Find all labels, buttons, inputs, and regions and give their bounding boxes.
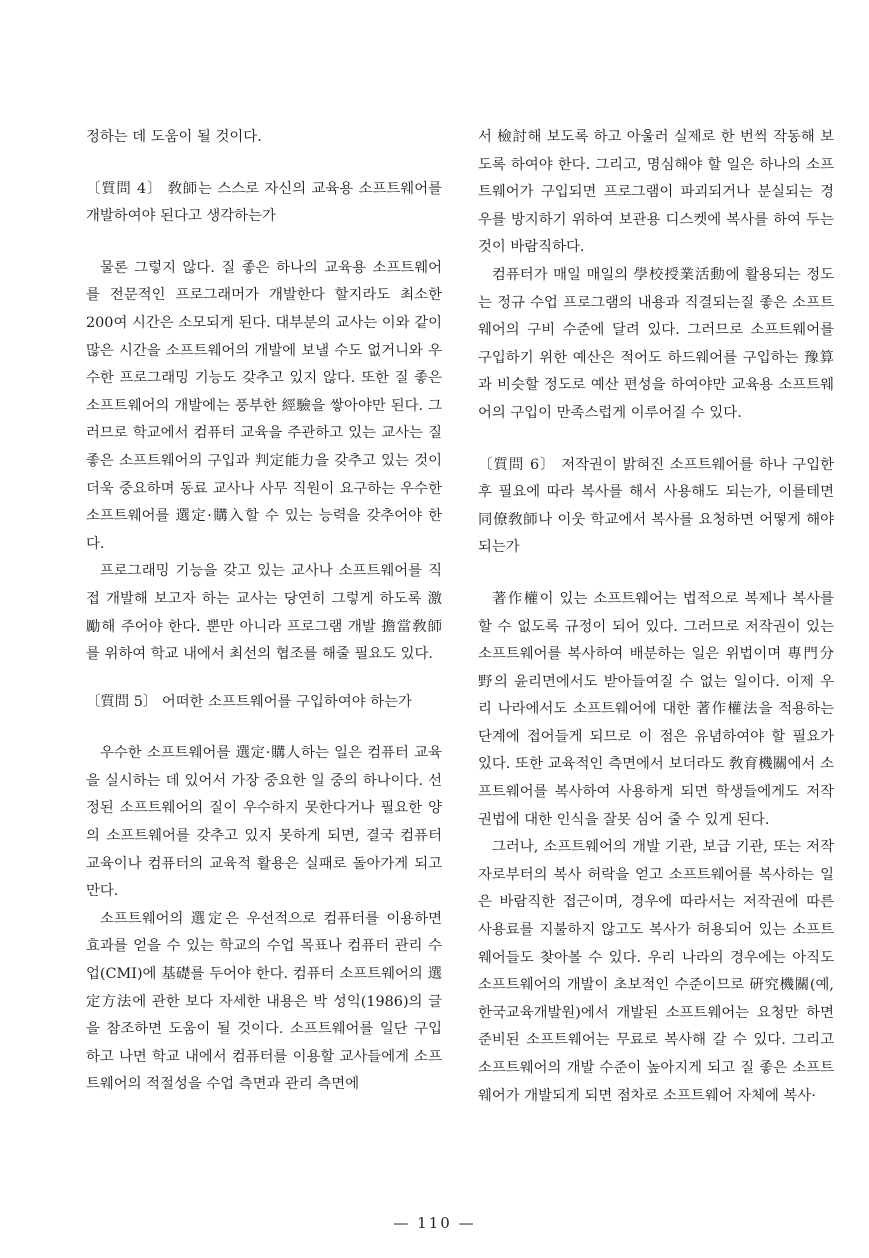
question-4-heading: 〔質問 4〕 敎師는 스스로 자신의 교육용 소프트웨어를 개발하여야 된다고 생각하는가 xyxy=(86,180,442,225)
right-column xyxy=(478,124,834,1110)
page-number: — 110 — xyxy=(393,1214,476,1232)
paragraph: 물론 그렇지 않다. 질 좋은 하나의 교육용 소프트웨어를 전문적인 프로그래머가 개발한다 할지라도 최소한 200여 시간은 소모되게 된다. 대부분의 교사는 이와 같이 많은 시간을 소프트웨어의 개발에 보낼 수도 없거니와 우수한 프로그래밍 기능도 갖추고 있지 않다. 또한 질 좋은 소프트웨어의 개발에는 풍부한 經驗을 쌓아야만 된다. 그러므로 학교에서 컴퓨터 교육을 주관하고 있는 교사는 질 좋은 소프트웨어의 구입과 判定能力을 갖추고 있는 것이 더욱 중요하며 동료 교사나 사무 직원이 요구하는 우수한 소프트웨어를 選定·購入할 수 있는 능력을 갖추어야 한다. xyxy=(86,259,442,552)
paragraph: 컴퓨터가 매일 매일의 學校授業活動에 활용되는 정도는 정규 수업 프로그램의 내용과 직결되는질 좋은 소프트웨어의 구비 수준에 달려 있다. 그러므로 소프트웨어를 구입하기 위한 예산은 적어도 하드웨어를 구입하는 豫算과 비슷할 정도로 예산 편성을 하여야만 교육용 소프트웨어의 구입이 만족스럽게 이루어질 수 있다. xyxy=(478,266,834,421)
paragraph: 프로그래밍 기능을 갖고 있는 교사나 소프트웨어를 직접 개발해 보고자 하는 교사는 당연히 그렇게 하도록 激勵해 주어야 한다. 뿐만 아니라 프로그램 개발 擔當敎師를 위하여 학교 내에서 최선의 협조를 해줄 필요도 있다. xyxy=(86,563,442,663)
paragraph: 우수한 소프트웨어를 選定·購人하는 일은 컴퓨터 교육을 실시하는 데 있어서 가장 중요한 일 중의 하나이다. 선정된 소프트웨어의 질이 우수하지 못한다거나 필요한 양의 소프트웨어를 갖추고 있지 못하게 되면, 결국 컴퓨터 교육이나 컴퓨터의 교육적 활용은 실패로 돌아가게 되고 만다. xyxy=(86,745,442,900)
question-6-heading: 〔質問 6〕 저작권이 밝혀진 소프트웨어를 하나 구입한 후 필요에 따라 복사를 해서 사용해도 되는가, 이를테면 同僚敎師나 이웃 학교에서 복사를 요청하면 어떻게 해야 되는가 xyxy=(478,456,834,556)
left-column xyxy=(86,124,442,1099)
paragraph: 著作權이 있는 소프트웨어는 법적으로 복제나 복사를 할 수 없도록 규정이 되어 있다. 그러므로 저작권이 있는 소프트웨어를 복사하여 배분하는 일은 위법이며 專門分野의 윤리면에서도 받아들여질 수 없는 일이다. 이제 우리 나라에서도 소프트웨어에 대한 著作權法을 적용하는 단계에 접어들게 되므로 이 점은 유념하여야 할 필요가 있다. 또한 교육적인 측면에서 보더라도 敎育機關에서 소프트웨어를 복사하여 사용하게 되면 학생들에게도 저작권법에 대한 인식을 잘못 심어 줄 수 있게 된다. xyxy=(478,590,834,828)
paragraph: 그러나, 소프트웨어의 개발 기관, 보급 기관, 또는 저작자로부터의 복사 허락을 얻고 소프트웨어를 복사하는 일은 바람직한 접근이며, 경우에 따라서는 저작권에 따른 사용료를 지불하지 않고도 복사가 허용되어 있는 소프트웨어들도 찾아볼 수 있다. 우리 나라의 경우에는 아직도 소프트웨어의 개발이 초보적인 수준이므로 硏究機關(예, 한국교육개발원)에서 개발된 소프트웨어는 요청만 하면 준비된 소프트웨어는 무료로 복사해 갈 수 있다. 그리고 소프트웨어의 개발 수준이 높아지게 되고 질 좋은 소프트웨어가 개발되게 되면 점차로 소프트웨어 자체에 복사· xyxy=(478,839,834,1104)
paragraph: 정하는 데 도움이 될 것이다. xyxy=(86,129,262,145)
question-5-heading: 〔質問 5〕 어떠한 소프트웨어를 구입하여야 하는가 xyxy=(86,693,412,710)
paragraph: 소프트웨어의 選定은 우선적으로 컴퓨터를 이용하면 효과를 얻을 수 있는 학교의 수업 목표나 컴퓨터 관리 수업(CMI)에 基礎를 두어야 한다. 컴퓨터 소프트웨어의 選定方法에 관한 보다 자세한 내용은 박 성익(1986)의 글을 참조하면 도움이 될 것이다. 소프트웨어를 일단 구입하고 나면 학교 내에서 컴퓨터를 이용할 교사들에게 소프트웨어의 적절성을 수업 측면과 관리 측면에 xyxy=(86,910,442,1093)
paragraph: 서 檢討해 보도록 하고 아울러 실제로 한 번씩 작동해 보도록 하여야 한다. 그리고, 명심해야 할 일은 하나의 소프트웨어가 구입되면 프로그램이 파괴되거나 분실되는 경우를 방지하기 위하여 보관용 디스켓에 복사를 하여 두는 것이 바람직하다. xyxy=(478,129,834,256)
